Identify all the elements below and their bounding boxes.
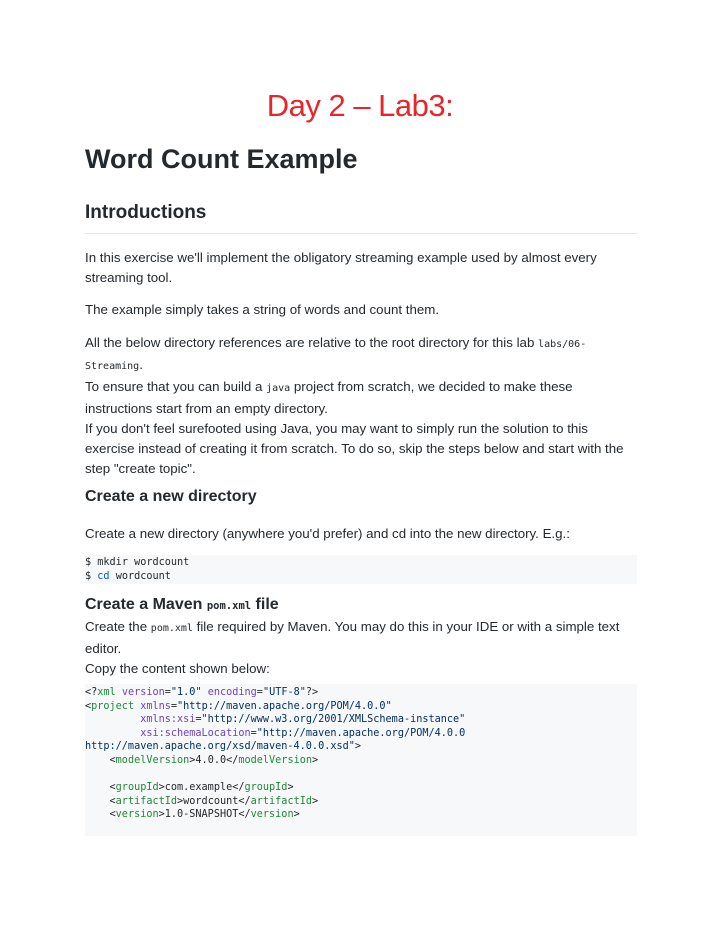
xml-string: "http://maven.apache.org/POM/4.0.0"	[177, 700, 392, 712]
xml-punct: <?	[85, 687, 98, 698]
shell-argument: wordcount	[109, 570, 171, 582]
intro-text: If you don't feel surefooted using Java, you may want to simply run the solution to this exercise instead of creating it from scratch. To do so, skip the steps below and start with the step "create topic".	[85, 421, 624, 476]
code-line: xsi:schemaLocation="http://maven.apache.org/POM/4.0.0	[140, 727, 466, 739]
shell-command: mkdir wordcount	[97, 557, 190, 568]
code-line: <modelVersion>4.0.0</modelVersion>	[85, 754, 319, 766]
intro-paragraph-1: In this exercise we'll implement the obligatory streaming example used by almost every streaming tool.	[85, 250, 597, 285]
intro-paragraph-3	[85, 333, 640, 479]
xml-tag: xml	[97, 687, 116, 698]
create-maven-text	[85, 617, 640, 679]
inline-code-pom: pom.xml	[150, 623, 193, 634]
xml-tag: modelVersion	[115, 754, 190, 766]
code-line: <groupId>com.example</groupId>	[85, 782, 294, 794]
xml-tag: artifactId	[250, 795, 312, 807]
xml-attr: encoding	[207, 687, 257, 698]
xml-value: 1.0-SNAPSHOT	[164, 809, 239, 821]
code-line: xmlns:xsi="http://www.w3.org/2001/XMLSchema-instance"	[140, 714, 466, 726]
intro-text: To ensure that you can build a	[85, 379, 267, 394]
lab-title: Day 2 – Lab3:	[266, 88, 454, 123]
xml-tag: artifactId	[115, 795, 178, 807]
xml-tag: modelVersion	[238, 754, 312, 766]
xml-punct: ?>	[305, 687, 319, 698]
intro-text: .	[139, 357, 143, 372]
code-line	[85, 570, 637, 584]
shell-prompt: $	[85, 570, 98, 582]
xml-attr: xsi:schemaLocation	[140, 727, 251, 739]
intro-text: project from scratch, we decided to make these instructions start from an empty directory.	[85, 379, 573, 416]
introductions-heading: Introductions	[85, 202, 207, 223]
xml-string: http://maven.apache.org/xsd/maven-4.0.0.xsd"	[85, 741, 355, 753]
xml-string: "UTF-8"	[262, 687, 306, 698]
xml-tag: version	[250, 809, 294, 821]
maven-text: Create the	[85, 619, 151, 634]
xml-tag: project	[91, 700, 135, 712]
xml-attr: version	[121, 687, 165, 698]
heading-text: file	[251, 596, 279, 613]
page-title: Word Count Example	[85, 144, 358, 174]
xml-value: com.example	[164, 782, 233, 794]
xml-value: 4.0.0	[195, 754, 227, 766]
xml-string: "http://maven.apache.org/POM/4.0.0	[256, 727, 466, 739]
xml-attr: xmlns	[140, 700, 171, 712]
heading-divider	[85, 233, 637, 234]
xml-attr: xmlns:xsi	[140, 714, 196, 726]
inline-code-lab-path: labs/06-Streaming	[85, 339, 587, 372]
inline-code-pom: pom.xml	[206, 600, 252, 612]
code-line: <?xml version="1.0" encoding="UTF-8"?>	[85, 687, 319, 698]
code-line	[85, 556, 637, 570]
intro-text: All the below directory references are relative to the root directory for this lab	[85, 335, 539, 350]
xml-code-block	[85, 684, 637, 836]
xml-string: "1.0"	[170, 687, 202, 698]
shell-builtin: cd	[97, 570, 110, 582]
maven-text: file required by Maven. You may do this in your IDE or with a simple text editor.	[85, 619, 620, 656]
code-line: <artifactId>wordcount</artifactId>	[85, 795, 319, 807]
intro-paragraph-2: The example simply takes a string of words and count them.	[85, 302, 440, 317]
code-line: http://maven.apache.org/xsd/maven-4.0.0.xsd">	[85, 741, 362, 753]
shell-prompt: $	[85, 557, 98, 568]
create-directory-heading: Create a new directory	[85, 488, 257, 505]
xml-string: "http://www.w3.org/2001/XMLSchema-instance"	[201, 714, 466, 726]
xml-tag: version	[115, 809, 159, 821]
shell-code-block	[85, 555, 637, 584]
create-directory-text: Create a new directory (anywhere you'd prefer) and cd into the new directory. E.g.:	[85, 526, 570, 541]
code-line	[85, 768, 637, 782]
code-line: <version>1.0-SNAPSHOT</version>	[85, 809, 300, 821]
create-maven-heading	[85, 596, 279, 614]
code-line: <project xmlns="http://maven.apache.org/POM/4.0.0"	[85, 700, 392, 712]
maven-text: Copy the content shown below:	[85, 661, 270, 676]
xml-tag: groupId	[244, 782, 288, 794]
inline-code-java: java	[266, 383, 291, 394]
heading-text: Create a Maven	[85, 596, 207, 613]
xml-value: wordcount	[183, 795, 239, 807]
xml-tag: groupId	[115, 782, 159, 794]
